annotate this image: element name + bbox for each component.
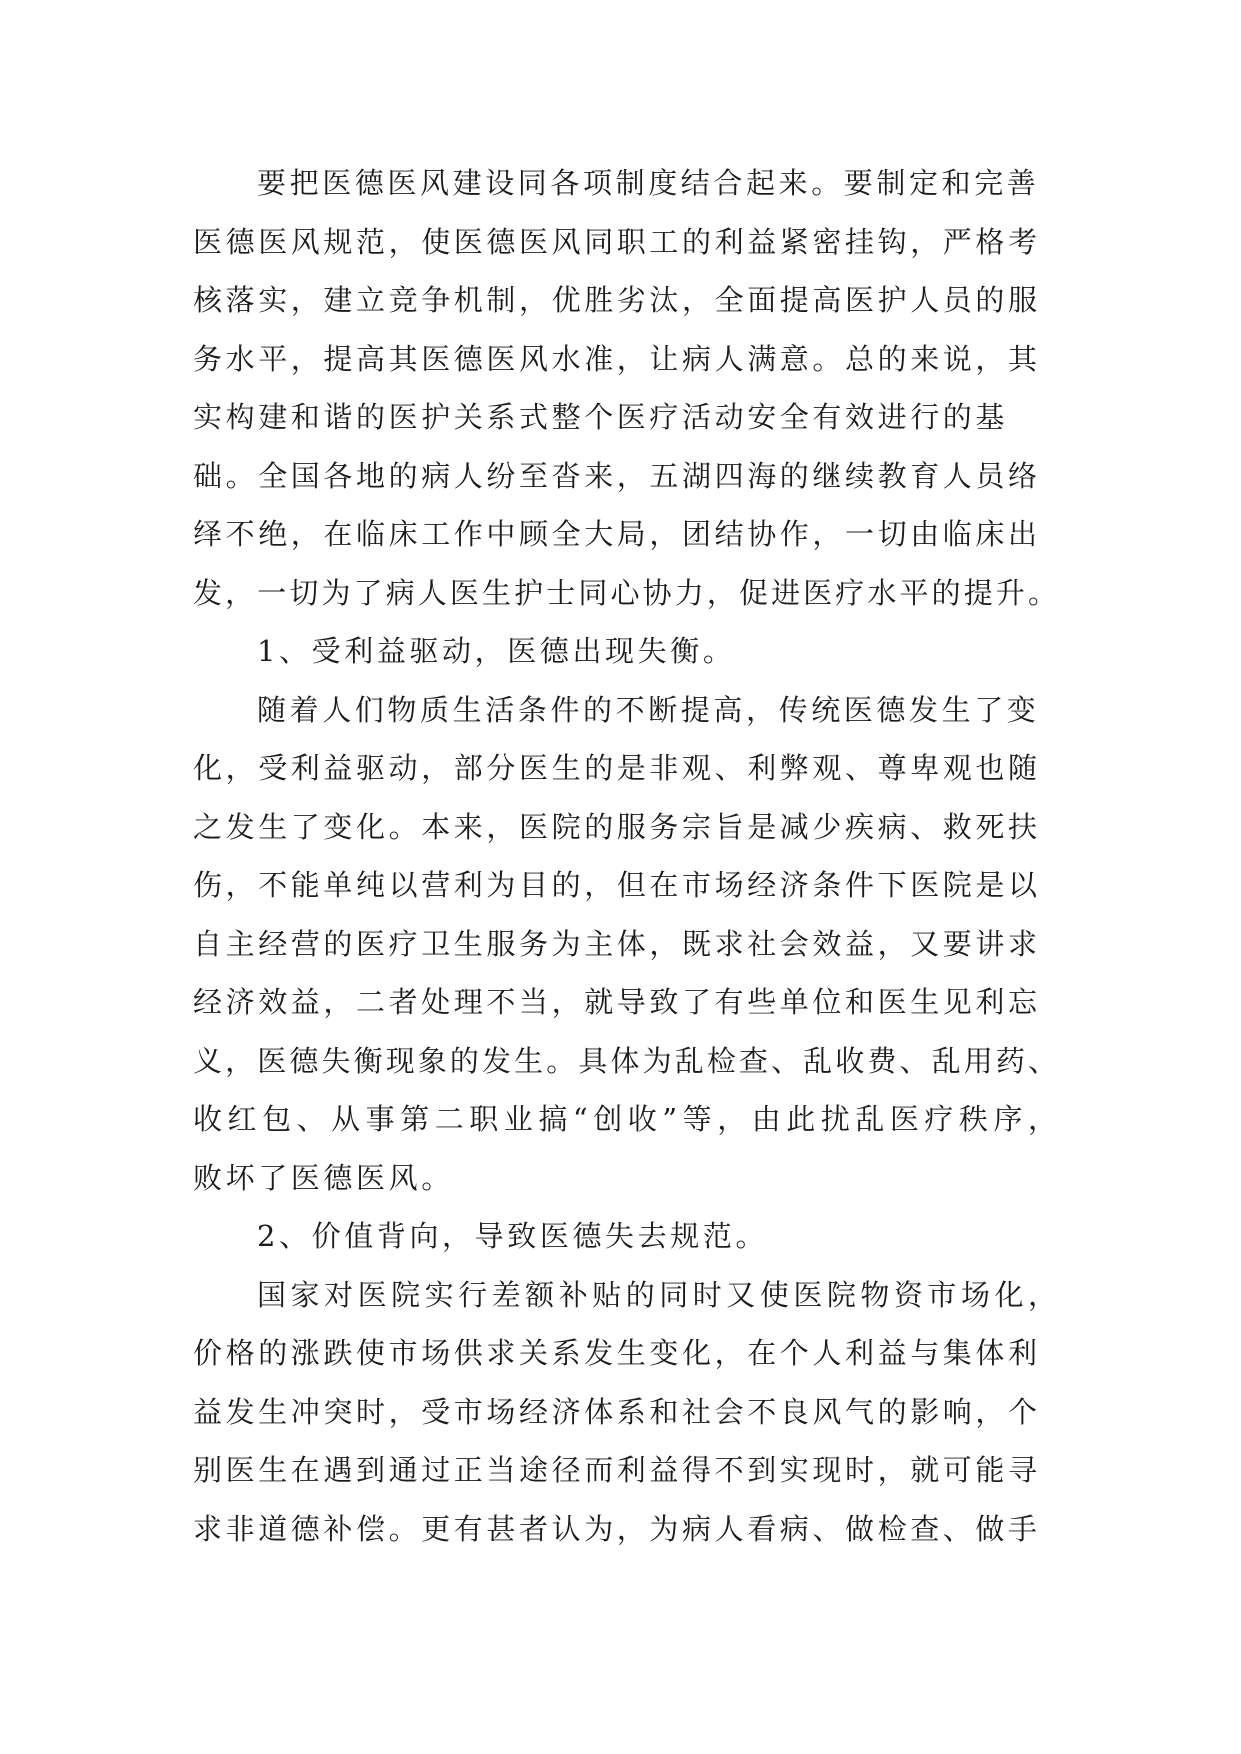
- paragraph-line: 益发生冲突时，受市场经济体系和社会不良风气的影响，个: [193, 1394, 1041, 1429]
- paragraph-line: 经济效益，二者处理不当，就导致了有些单位和医生见利忘: [193, 985, 1041, 1019]
- paragraph-line: 义，医德失衡现象的发生。具体为乱检查、乱收费、乱用药、: [193, 1043, 1057, 1078]
- paragraph-line: 收红包、从事第二职业搞“创收”等，由此扰乱医疗秩序，: [193, 1102, 1057, 1136]
- paragraph-line: 化，受利益驱动，部分医生的是非观、利弊观、尊卑观也随: [193, 751, 1041, 785]
- paragraph-line: 发，一切为了病人医生护士同心协力，促进医疗水平的提升。: [193, 575, 1057, 610]
- paragraph-line: 核落实，建立竞争机制，优胜劣汰，全面提高医护人员的服: [193, 283, 1041, 317]
- paragraph-line: 础。全国各地的病人纷至沓来，五湖四海的继续教育人员络: [193, 458, 1041, 493]
- paragraph-line: 实构建和谐的医护关系式整个医疗活动安全有效进行的基: [193, 400, 1009, 434]
- section-heading: 2、价值背向，导致医德失去规范。: [257, 1219, 769, 1253]
- paragraph-line: 医德医风规范，使医德医风同职工的利益紧密挂钩，严格考: [193, 224, 1041, 259]
- section-heading: 1、受利益驱动，医德出现失衡。: [257, 634, 736, 668]
- paragraph-line: 绎不绝，在临床工作中顾全大局，团结协作，一切由临床出: [193, 517, 1041, 551]
- paragraph-line: 要把医德医风建设同各项制度结合起来。要制定和完善: [257, 166, 1040, 200]
- paragraph-line: 国家对医院实行差额补贴的同时又使医院物资市场化，: [257, 1277, 1057, 1312]
- paragraph-line: 伤，不能单纯以营利为目的，但在市场经济条件下医院是以: [193, 868, 1041, 902]
- paragraph-line: 败坏了医德医风。: [193, 1160, 454, 1195]
- paragraph-line: 求非道德补偿。更有甚者认为，为病人看病、做检查、做手: [193, 1511, 1041, 1546]
- paragraph-line: 价格的涨跌使市场供求关系发生变化，在个人利益与集体利: [193, 1336, 1041, 1370]
- paragraph-line: 务水平，提高其医德医风水准，让病人满意。总的来说，其: [193, 341, 1041, 376]
- paragraph-line: 随着人们物质生活条件的不断提高，传统医德发生了变: [257, 692, 1040, 727]
- paragraph-line: 别医生在遇到通过正当途径而利益得不到实现时，就可能寻: [193, 1453, 1041, 1487]
- paragraph-line: 自主经营的医疗卫生服务为主体，既求社会效益，又要讲求: [193, 926, 1041, 961]
- document-body: [193, 154, 1057, 1558]
- paragraph-line: 之发生了变化。本来，医院的服务宗旨是减少疾病、救死扶: [193, 809, 1041, 844]
